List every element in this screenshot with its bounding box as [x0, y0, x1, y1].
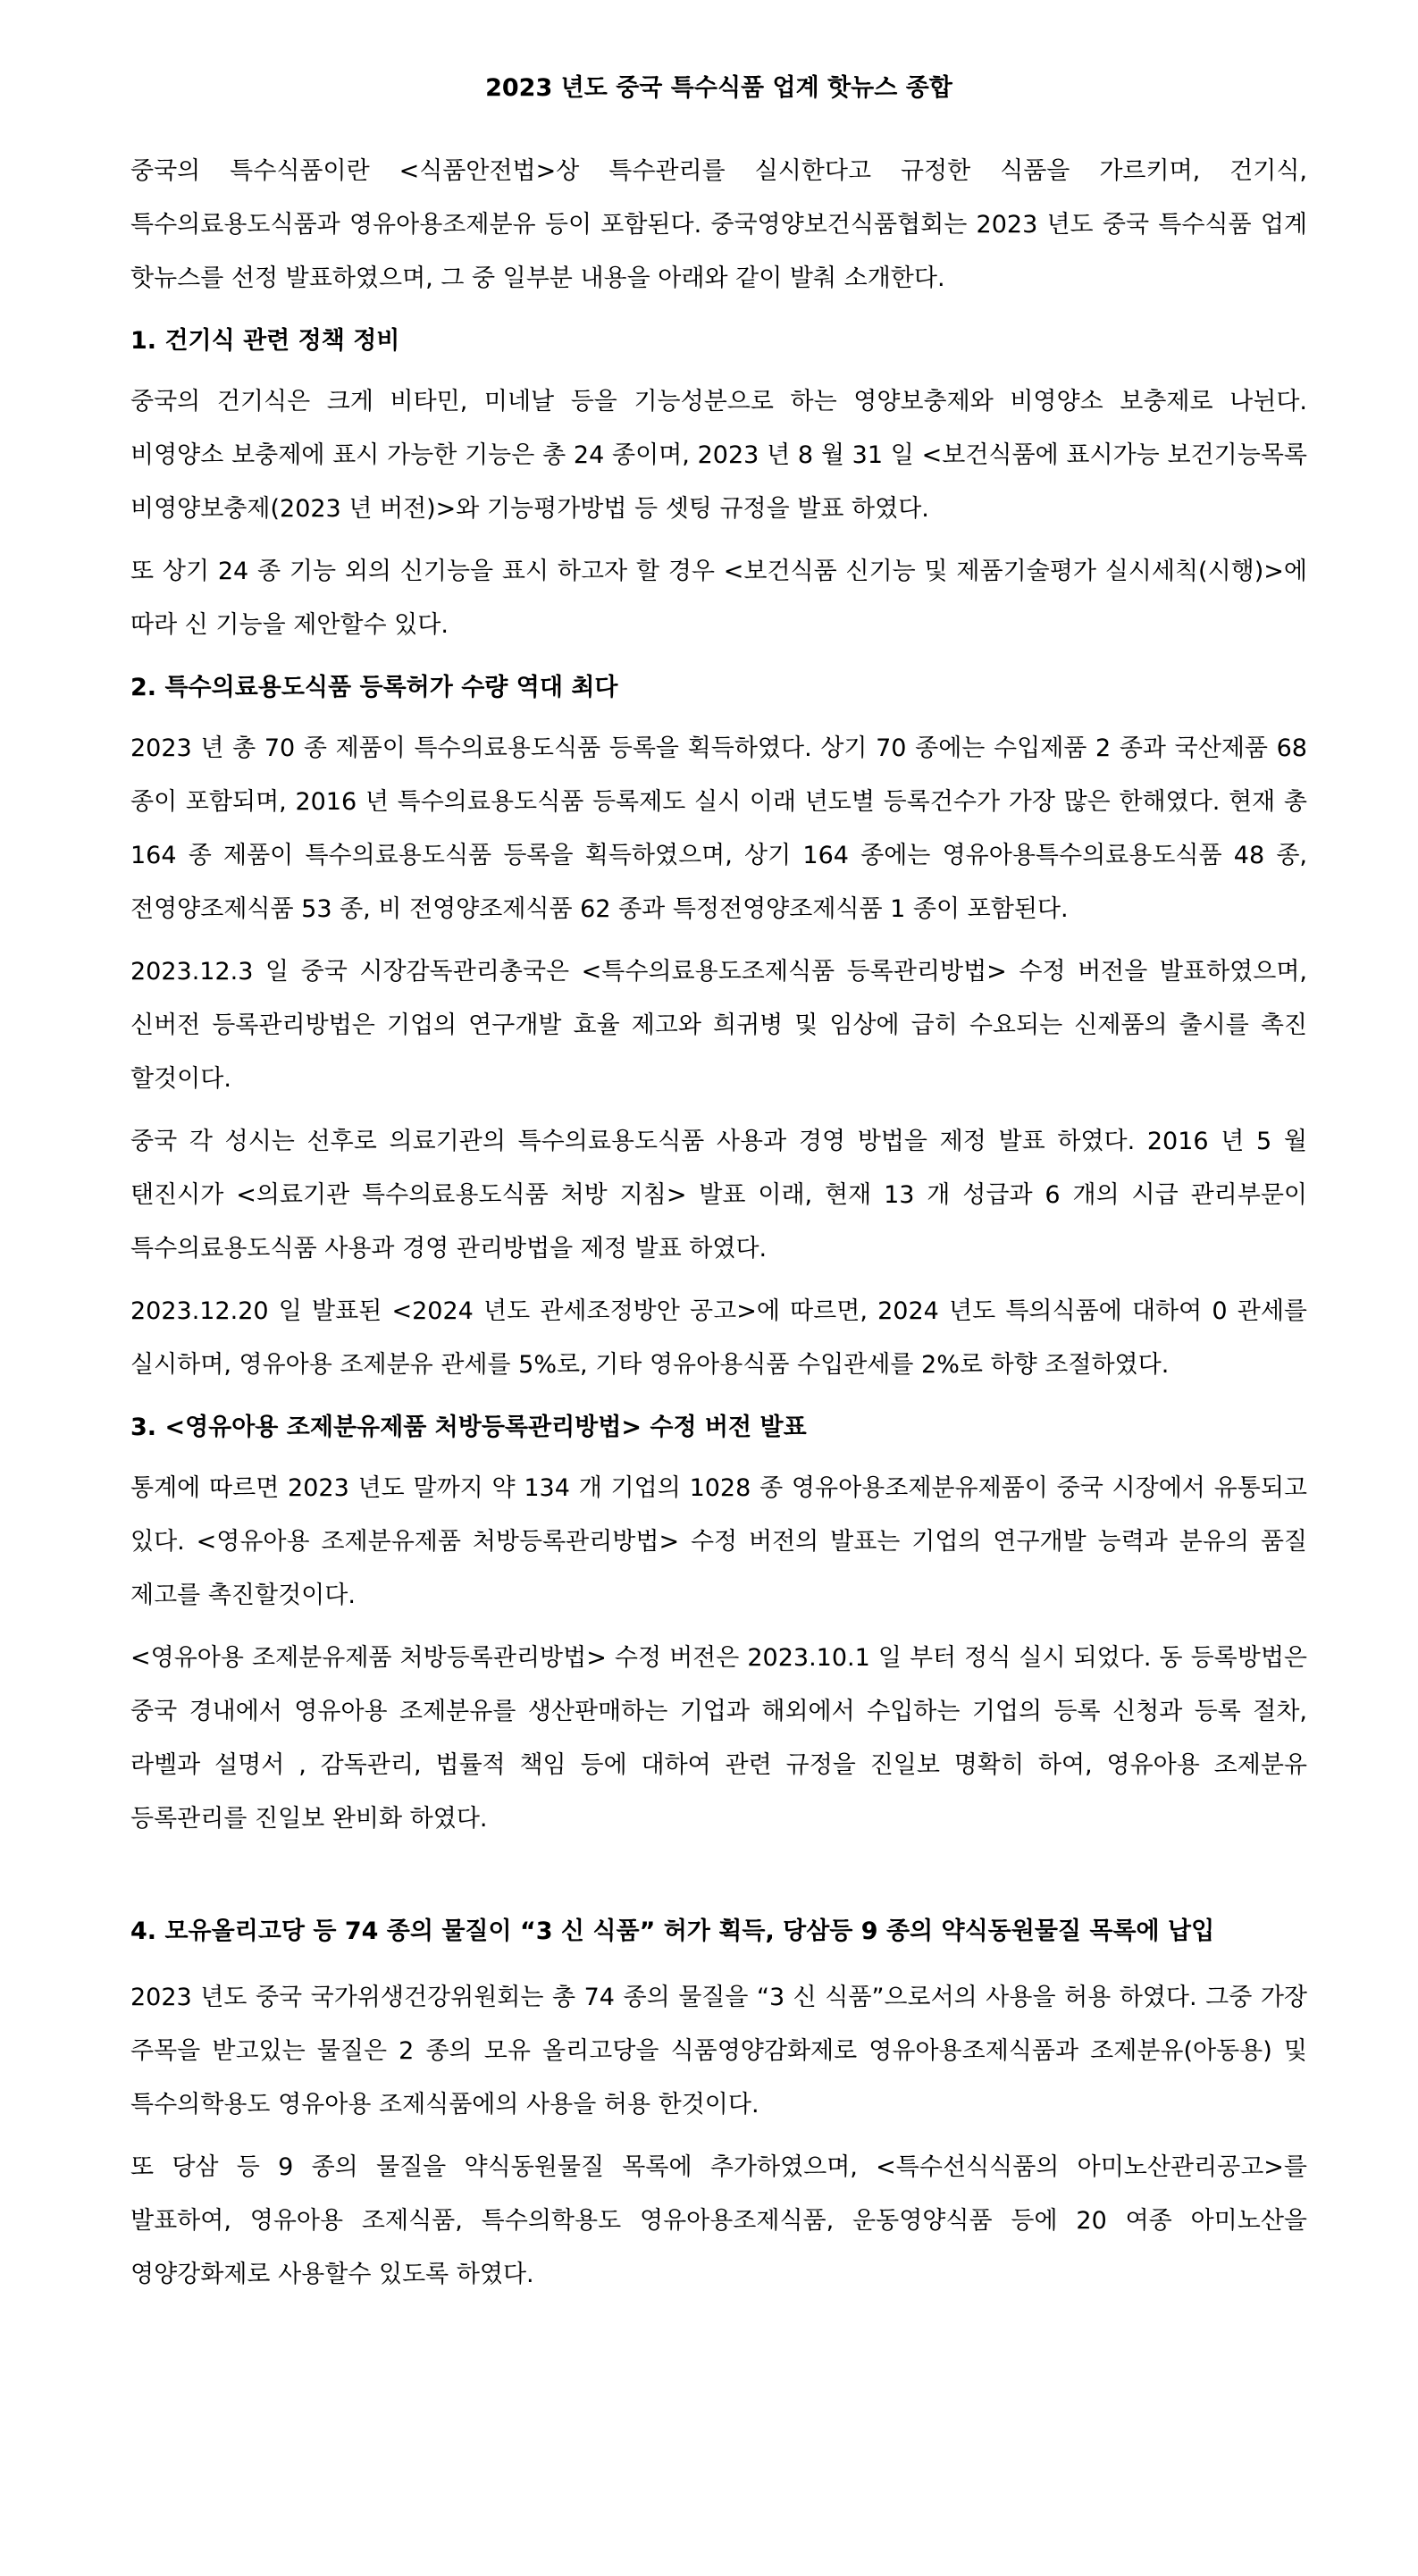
- section-4-paragraph-1: 2023 년도 중국 국가위생건강위원회는 총 74 종의 물질을 “3 신 식품”으로서의 사용을 허용 하였다. 그중 가장 주목을 받고있는 물질은 2 종의 모유 올리고당을 식품영양감화제로 영유아용조제식품과 조제분유(아동용) 및 특수의학용도 영유아용 조제식품에의 사용을 허용 한것이다.: [130, 1983, 1307, 2119]
- section-1-paragraph-2: 또 상기 24 종 기능 외의 신기능을 표시 하고자 할 경우 <보건식품 신기능 및 제품기술평가 실시세칙(시행)>에 따라 신 기능을 제안할수 있다.: [130, 557, 1307, 639]
- section-4-paragraph-2: 또 당삼 등 9 종의 물질을 약식동원물질 목록에 추가하였으며, <특수선식식품의 아미노산관리공고>를 발표하여, 영유아용 조제식품, 특수의학용도 영유아용조제식품, 운동영양식품 등에 20 여종 아미노산을 영양강화제로 사용할수 있도록 하였다.: [130, 2152, 1307, 2288]
- section-1-paragraph-1: 중국의 건기식은 크게 비타민, 미네날 등을 기능성분으로 하는 영양보충제와 비영양소 보충제로 나뉜다. 비영양소 보충제에 표시 가능한 기능은 총 24 종이며, 2023 년 8 월 31 일 <보건식품에 표시가능 보건기능목록 비영양보충제(2023 년 버전)>와 기능평가방법 등 셋팅 규정을 발표 하였다.: [130, 387, 1307, 523]
- document-title: 2023 년도 중국 특수식품 업계 핫뉴스 종합: [485, 74, 952, 102]
- section-3-heading: 3. <영유아용 조제분유제품 처방등록관리방법> 수정 버전 발표: [130, 1413, 807, 1441]
- section-2-paragraph-2: 2023.12.3 일 중국 시장감독관리총국은 <특수의료용도조제식품 등록관리방법> 수정 버전을 발표하였으며, 신버전 등록관리방법은 기업의 연구개발 효율 제고와 희귀병 및 임상에 급히 수요되는 신제품의 출시를 촉진 할것이다.: [130, 957, 1307, 1093]
- section-1-heading: 1. 건기식 관련 정책 정비: [130, 326, 400, 355]
- section-2-paragraph-3: 중국 각 성시는 선후로 의료기관의 특수의료용도식품 사용과 경영 방법을 제정 발표 하였다. 2016 년 5 월 탠진시가 <의료기관 특수의료용도식품 처방 지침> 발표 이래, 현재 13 개 성급과 6 개의 시급 관리부문이 특수의료용도식품 사용과 경영 관리방법을 제정 발표 하였다.: [130, 1127, 1307, 1263]
- section-2-paragraph-4: 2023.12.20 일 발표된 <2024 년도 관세조정방안 공고>에 따르면, 2024 년도 특의식품에 대하여 0 관세를 실시하며, 영유아용 조제분유 관세를 5%로, 기타 영유아용식품 수입관세를 2%로 하향 조절하였다.: [130, 1296, 1307, 1379]
- section-2-heading: 2. 특수의료용도식품 등록허가 수량 역대 최다: [130, 673, 618, 701]
- intro-paragraph: 중국의 특수식품이란 <식품안전법>상 특수관리를 실시한다고 규정한 식품을 가르키며, 건기식, 특수의료용도식품과 영유아용조제분유 등이 포함된다. 중국영양보건식품협회는 2023 년도 중국 특수식품 업계 핫뉴스를 선정 발표하였으며, 그 중 일부분 내용을 아래와 같이 발춰 소개한다.: [130, 156, 1307, 292]
- section-4-heading: 4. 모유올리고당 등 74 종의 물질이 “3 신 식품” 허가 획득, 당삼등 9 종의 약식동원물질 목록에 납입: [130, 1917, 1215, 1945]
- section-3-paragraph-1: 통계에 따르면 2023 년도 말까지 약 134 개 기업의 1028 종 영유아용조제분유제품이 중국 시장에서 유통되고 있다. <영유아용 조제분유제품 처방등록관리방법> 수정 버전의 발표는 기업의 연구개발 능력과 분유의 품질 제고를 촉진할것이다.: [130, 1473, 1307, 1609]
- section-3-paragraph-2: <영유아용 조제분유제품 처방등록관리방법> 수정 버전은 2023.10.1 일 부터 정식 실시 되었다. 동 등록방법은 중국 경내에서 영유아용 조제분유를 생산판매하는 기업과 해외에서 수입하는 기업의 등록 신청과 등록 절차, 라벨과 설명서 , 감독관리, 법률적 책임 등에 대하여 관련 규정을 진일보 명확히 하여, 영유아용 조제분유 등록관리를 진일보 완비화 하였다.: [130, 1643, 1307, 1833]
- section-2-paragraph-1: 2023 년 총 70 종 제품이 특수의료용도식품 등록을 획득하였다. 상기 70 종에는 수입제품 2 종과 국산제품 68 종이 포함되며, 2016 년 특수의료용도식품 등록제도 실시 이래 년도별 등록건수가 가장 많은 한해였다. 현재 총 164 종 제품이 특수의료용도식품 등록을 획득하였으며, 상기 164 종에는 영유아용특수의료용도식품 48 종, 전영양조제식품 53 종, 비 전영양조제식품 62 종과 특정전영양조제식품 1 종이 포함된다.: [130, 734, 1307, 923]
